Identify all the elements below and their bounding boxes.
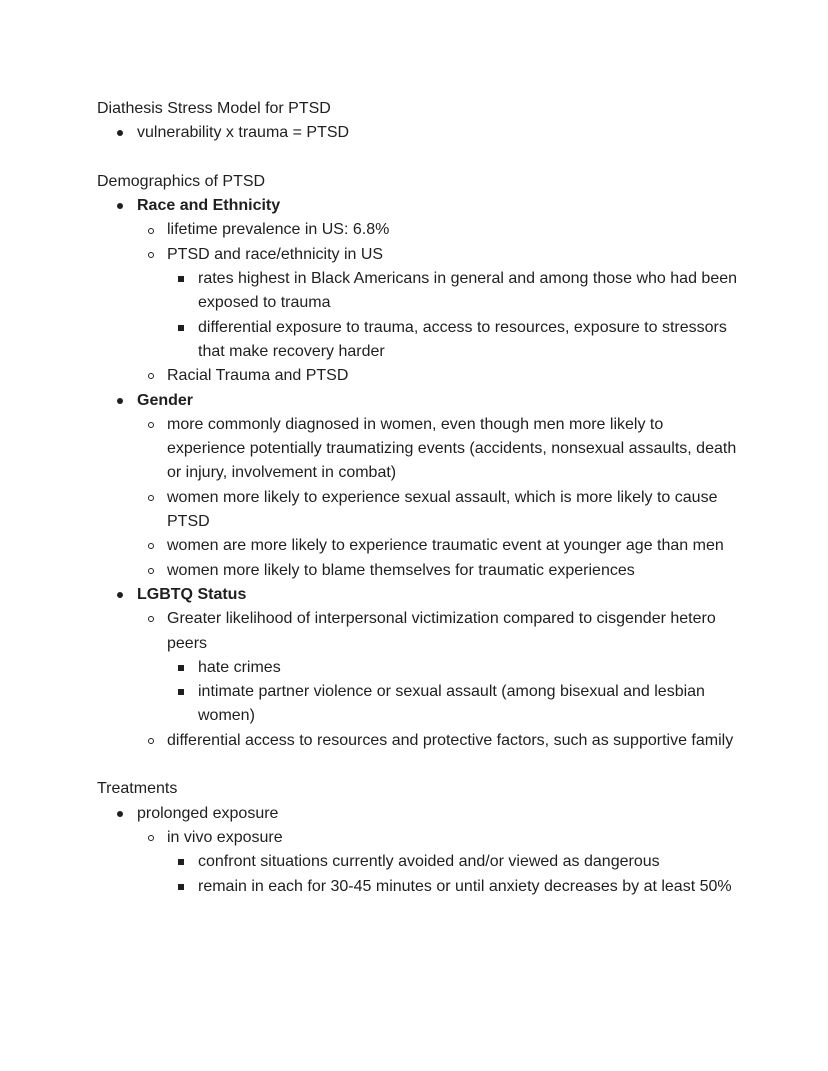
bullet-list bbox=[97, 802, 737, 899]
list-item-text: more commonly diagnosed in women, even though men more likely to experience potentially traumatizing events (accidents, nonsexual assaults, death or injury, involvement in combat) bbox=[167, 415, 737, 482]
list-item-text: rates highest in Black Americans in general and among those who had been exposed to trauma bbox=[198, 270, 738, 312]
list-item-text: lifetime prevalence in US: 6.8% bbox=[167, 221, 390, 239]
nested-list bbox=[167, 267, 737, 364]
section-heading: Treatments bbox=[97, 780, 178, 798]
list-item bbox=[97, 802, 737, 899]
list-item-text: Greater likelihood of interpersonal victimization compared to cisgender hetero peers bbox=[167, 610, 716, 652]
bullet-circle-icon bbox=[147, 364, 154, 388]
bullet-disc-icon bbox=[117, 194, 123, 218]
bullet-square-icon bbox=[178, 267, 184, 291]
list-item bbox=[97, 121, 737, 145]
list-item bbox=[167, 267, 737, 316]
list-item bbox=[137, 364, 737, 388]
bullet-disc-icon bbox=[117, 583, 123, 607]
list-item bbox=[167, 680, 737, 729]
bullet-square-icon bbox=[178, 875, 184, 899]
bullet-disc-icon bbox=[117, 389, 123, 413]
bullet-circle-icon bbox=[147, 559, 154, 583]
bullet-square-icon bbox=[178, 850, 184, 874]
subheading-gender: Gender bbox=[137, 391, 194, 409]
bullet-circle-icon bbox=[147, 607, 154, 631]
list-item-text: remain in each for 30-45 minutes or until anxiety decreases by at least 50% bbox=[198, 877, 732, 895]
nested-list bbox=[167, 850, 737, 899]
nested-list bbox=[137, 607, 737, 753]
subheading-race-ethnicity: Race and Ethnicity bbox=[137, 197, 281, 215]
nested-list bbox=[137, 218, 737, 388]
list-item bbox=[137, 413, 737, 486]
list-item-text: women are more likely to experience traumatic event at younger age than men bbox=[167, 537, 724, 555]
nested-list bbox=[167, 656, 737, 729]
bullet-square-icon bbox=[178, 680, 184, 704]
bullet-circle-icon bbox=[147, 486, 154, 510]
list-item bbox=[137, 559, 737, 583]
section-heading: Demographics of PTSD bbox=[97, 172, 266, 190]
list-item-text: prolonged exposure bbox=[137, 804, 279, 822]
list-item bbox=[137, 607, 737, 728]
list-item-text: confront situations currently avoided and/or viewed as dangerous bbox=[198, 853, 660, 871]
bullet-circle-icon bbox=[147, 729, 154, 753]
list-item bbox=[137, 486, 737, 535]
list-item-text: in vivo exposure bbox=[167, 828, 283, 846]
list-item-text: PTSD and race/ethnicity in US bbox=[167, 245, 384, 263]
list-item bbox=[97, 583, 737, 753]
bullet-circle-icon bbox=[147, 534, 154, 558]
list-item bbox=[167, 875, 737, 899]
bullet-circle-icon bbox=[147, 413, 154, 437]
list-item bbox=[137, 243, 737, 364]
list-item-text: women more likely to blame themselves for traumatic experiences bbox=[167, 561, 635, 579]
document-page bbox=[97, 97, 737, 899]
subheading-lgbtq-status: LGBTQ Status bbox=[137, 585, 247, 603]
list-item-text: Racial Trauma and PTSD bbox=[167, 367, 349, 385]
list-item-text: vulnerability x trauma = PTSD bbox=[137, 124, 350, 142]
list-item bbox=[137, 534, 737, 558]
blank-line bbox=[97, 146, 737, 170]
list-item-text: intimate partner violence or sexual assault (among bisexual and lesbian women) bbox=[198, 683, 705, 725]
list-item bbox=[97, 389, 737, 583]
bullet-circle-icon bbox=[147, 218, 154, 242]
nested-list bbox=[137, 413, 737, 583]
bullet-square-icon bbox=[178, 656, 184, 680]
bullet-square-icon bbox=[178, 316, 184, 340]
bullet-list bbox=[97, 121, 737, 145]
section-heading: Diathesis Stress Model for PTSD bbox=[97, 100, 331, 117]
list-item bbox=[137, 729, 737, 753]
list-item bbox=[167, 656, 737, 680]
nested-list bbox=[137, 826, 737, 899]
blank-line bbox=[97, 753, 737, 777]
list-item bbox=[137, 218, 737, 242]
list-item bbox=[167, 850, 737, 874]
bullet-circle-icon bbox=[147, 826, 154, 850]
list-item bbox=[97, 194, 737, 388]
list-item-text: differential access to resources and protective factors, such as supportive family bbox=[167, 731, 734, 749]
list-item-text: women more likely to experience sexual assault, which is more likely to cause PTSD bbox=[167, 488, 718, 531]
bullet-disc-icon bbox=[117, 802, 123, 826]
list-item bbox=[137, 826, 737, 899]
bullet-circle-icon bbox=[147, 243, 154, 267]
list-item bbox=[167, 316, 737, 365]
list-item-text: hate crimes bbox=[198, 658, 281, 676]
list-item-text: differential exposure to trauma, access to resources, exposure to stressors that make recovery harder bbox=[198, 318, 727, 360]
bullet-list bbox=[97, 194, 737, 753]
bullet-disc-icon bbox=[117, 121, 123, 145]
